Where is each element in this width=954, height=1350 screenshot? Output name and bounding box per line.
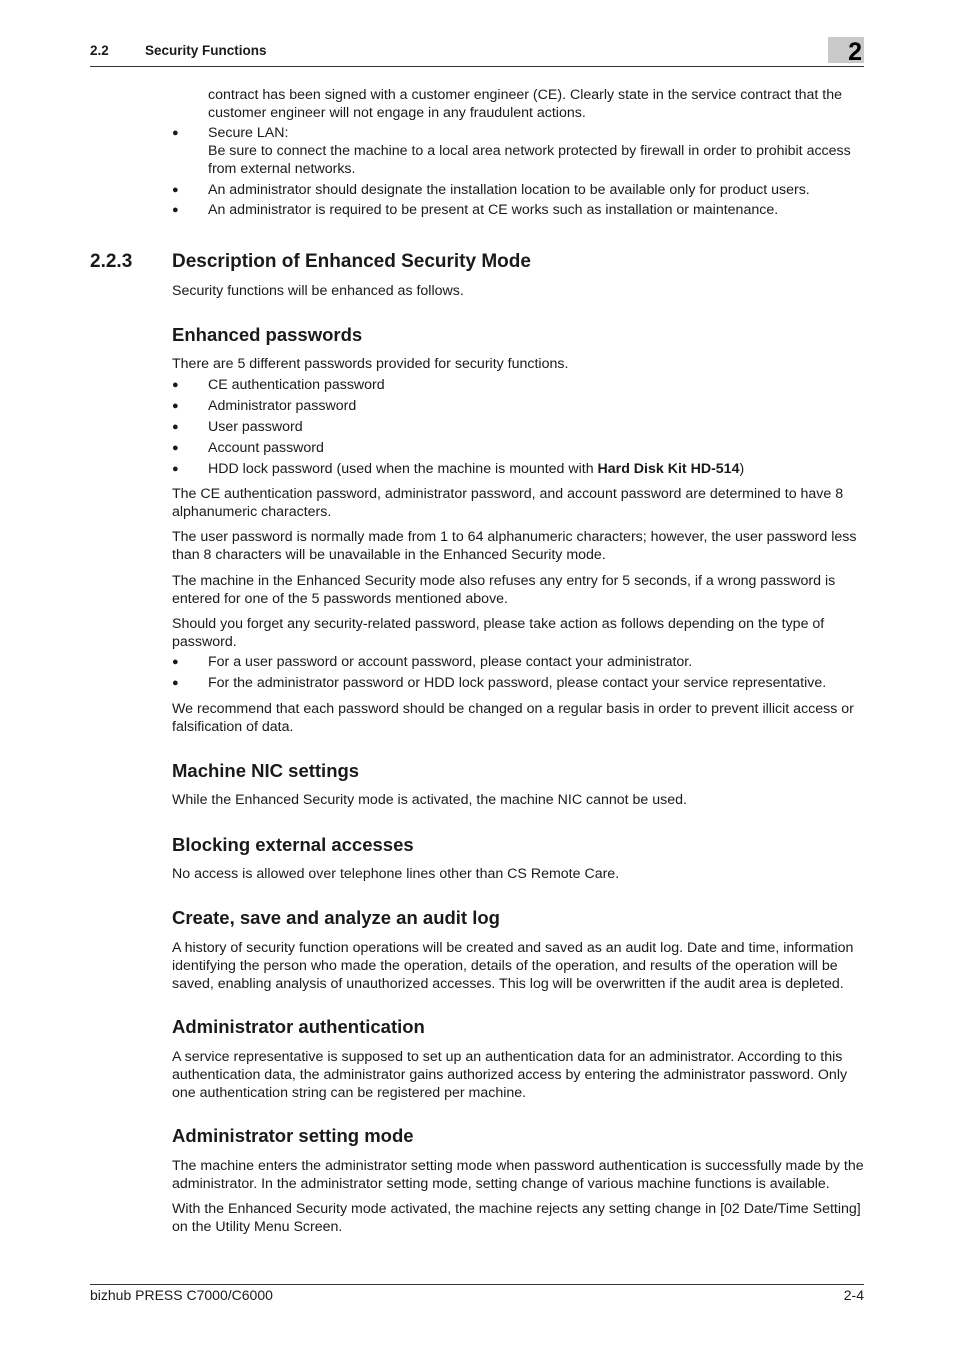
bullet-icon: ● (172, 400, 179, 412)
passwords-paragraph: The CE authentication password, administrator password, and account password are determined to have 8 alphanumeric characters. (172, 486, 844, 520)
bullet-icon: ● (172, 463, 179, 475)
passwords-paragraph: Should you forget any security-related password, please take action as follows depending on the type of password. (172, 616, 825, 650)
nic-text: While the Enhanced Security mode is activated, the machine NIC cannot be used. (172, 792, 687, 808)
bullet-icon: ● (172, 677, 179, 689)
intro-bullet-ce-works: An administrator is required to be present at CE works such as installation or maintenance. (208, 202, 779, 218)
section-title: Description of Enhanced Security Mode (172, 251, 531, 272)
hdd-item-text: HDD lock password (used when the machine is mounted with (208, 461, 598, 477)
password-item: Administrator password (208, 398, 357, 414)
password-item-hdd (208, 460, 864, 478)
password-item: User password (208, 419, 303, 435)
password-item: Account password (208, 440, 324, 456)
passwords-paragraph: The user password is normally made from 1 to 64 alphanumeric characters; however, the user password less than 8 characters will be unavailable in the Enhanced Security mode. (172, 529, 857, 563)
secure-lan-detail: Be sure to connect the machine to a local area network protected by firewall in order to prohibit access from external networks. (208, 143, 851, 177)
bullet-icon: ● (172, 184, 179, 196)
admin-mode-paragraph: With the Enhanced Security mode activated, the machine rejects any setting change in [02 Date/Time Setting] on the Utility Menu Screen. (172, 1201, 861, 1235)
heading-machine-nic: Machine NIC settings (172, 760, 360, 781)
bullet-icon: ● (172, 379, 179, 391)
section-intro: Security functions will be enhanced as follows. (172, 283, 464, 299)
header-section-number: 2.2 (90, 43, 109, 58)
admin-mode-paragraph: The machine enters the administrator setting mode when password authentication is successfully made by the administrator. In the administrator setting mode, setting change of various machine functions is available. (172, 1158, 864, 1192)
passwords-paragraph: The machine in the Enhanced Security mode also refuses any entry for 5 seconds, if a wrong password is entered for one of the 5 passwords mentioned above. (172, 573, 836, 607)
footer-product-name: bizhub PRESS C7000/C6000 (90, 1287, 273, 1303)
hdd-kit-name: Hard Disk Kit HD-514 (597, 461, 740, 477)
heading-enhanced-passwords: Enhanced passwords (172, 324, 363, 345)
intro-bullet-secure-lan: Secure LAN: (208, 125, 289, 141)
admin-auth-text: A service representative is supposed to set up an authentication data for an administrator. According to this authentication data, the administrator gains authorized access by entering the administrator password. Only one authentication string can be registered per machine. (172, 1049, 848, 1101)
passwords-paragraph: We recommend that each password should be changed on a regular basis in order to prevent illicit access or falsification of data. (172, 701, 854, 735)
heading-audit-log: Create, save and analyze an audit log (172, 907, 500, 928)
bullet-icon: ● (172, 421, 179, 433)
passwords-intro: There are 5 different passwords provided for security functions. (172, 356, 569, 372)
password-item: CE authentication password (208, 377, 385, 393)
audit-text: A history of security function operations will be created and saved as an audit log. Date and time, information identifying the person who made the operation, details of the operation, and results of the operation will be saved, enabling analysis of unauthorized accesses. This log will be overwritten if the audit area is depleted. (172, 940, 854, 992)
chapter-tab: 2 (828, 37, 864, 63)
section-number: 2.2.3 (90, 251, 133, 272)
page-header (90, 38, 864, 66)
bullet-icon: ● (172, 656, 179, 668)
bullet-icon: ● (172, 442, 179, 454)
header-section-title: Security Functions (145, 43, 267, 58)
forget-item: For the administrator password or HDD lock password, please contact your service representative. (208, 675, 827, 691)
footer-page-number: 2-4 (843, 1287, 864, 1303)
blocking-text: No access is allowed over telephone lines other than CS Remote Care. (172, 866, 620, 882)
intro-bullet-location: An administrator should designate the installation location to be available only for product users. (208, 182, 810, 198)
header-divider (90, 66, 864, 67)
heading-admin-authentication: Administrator authentication (172, 1016, 425, 1037)
intro-continuation: contract has been signed with a customer engineer (CE). Clearly state in the service contract that the customer engineer will not engage in any fraudulent actions. (208, 87, 843, 121)
bullet-icon: ● (172, 127, 179, 139)
footer-divider (90, 1284, 864, 1285)
hdd-item-close: ) (739, 461, 745, 477)
heading-admin-setting-mode: Administrator setting mode (172, 1125, 414, 1146)
forget-item: For a user password or account password, please contact your administrator. (208, 654, 693, 670)
bullet-icon: ● (172, 204, 179, 216)
heading-blocking-access: Blocking external accesses (172, 834, 414, 855)
